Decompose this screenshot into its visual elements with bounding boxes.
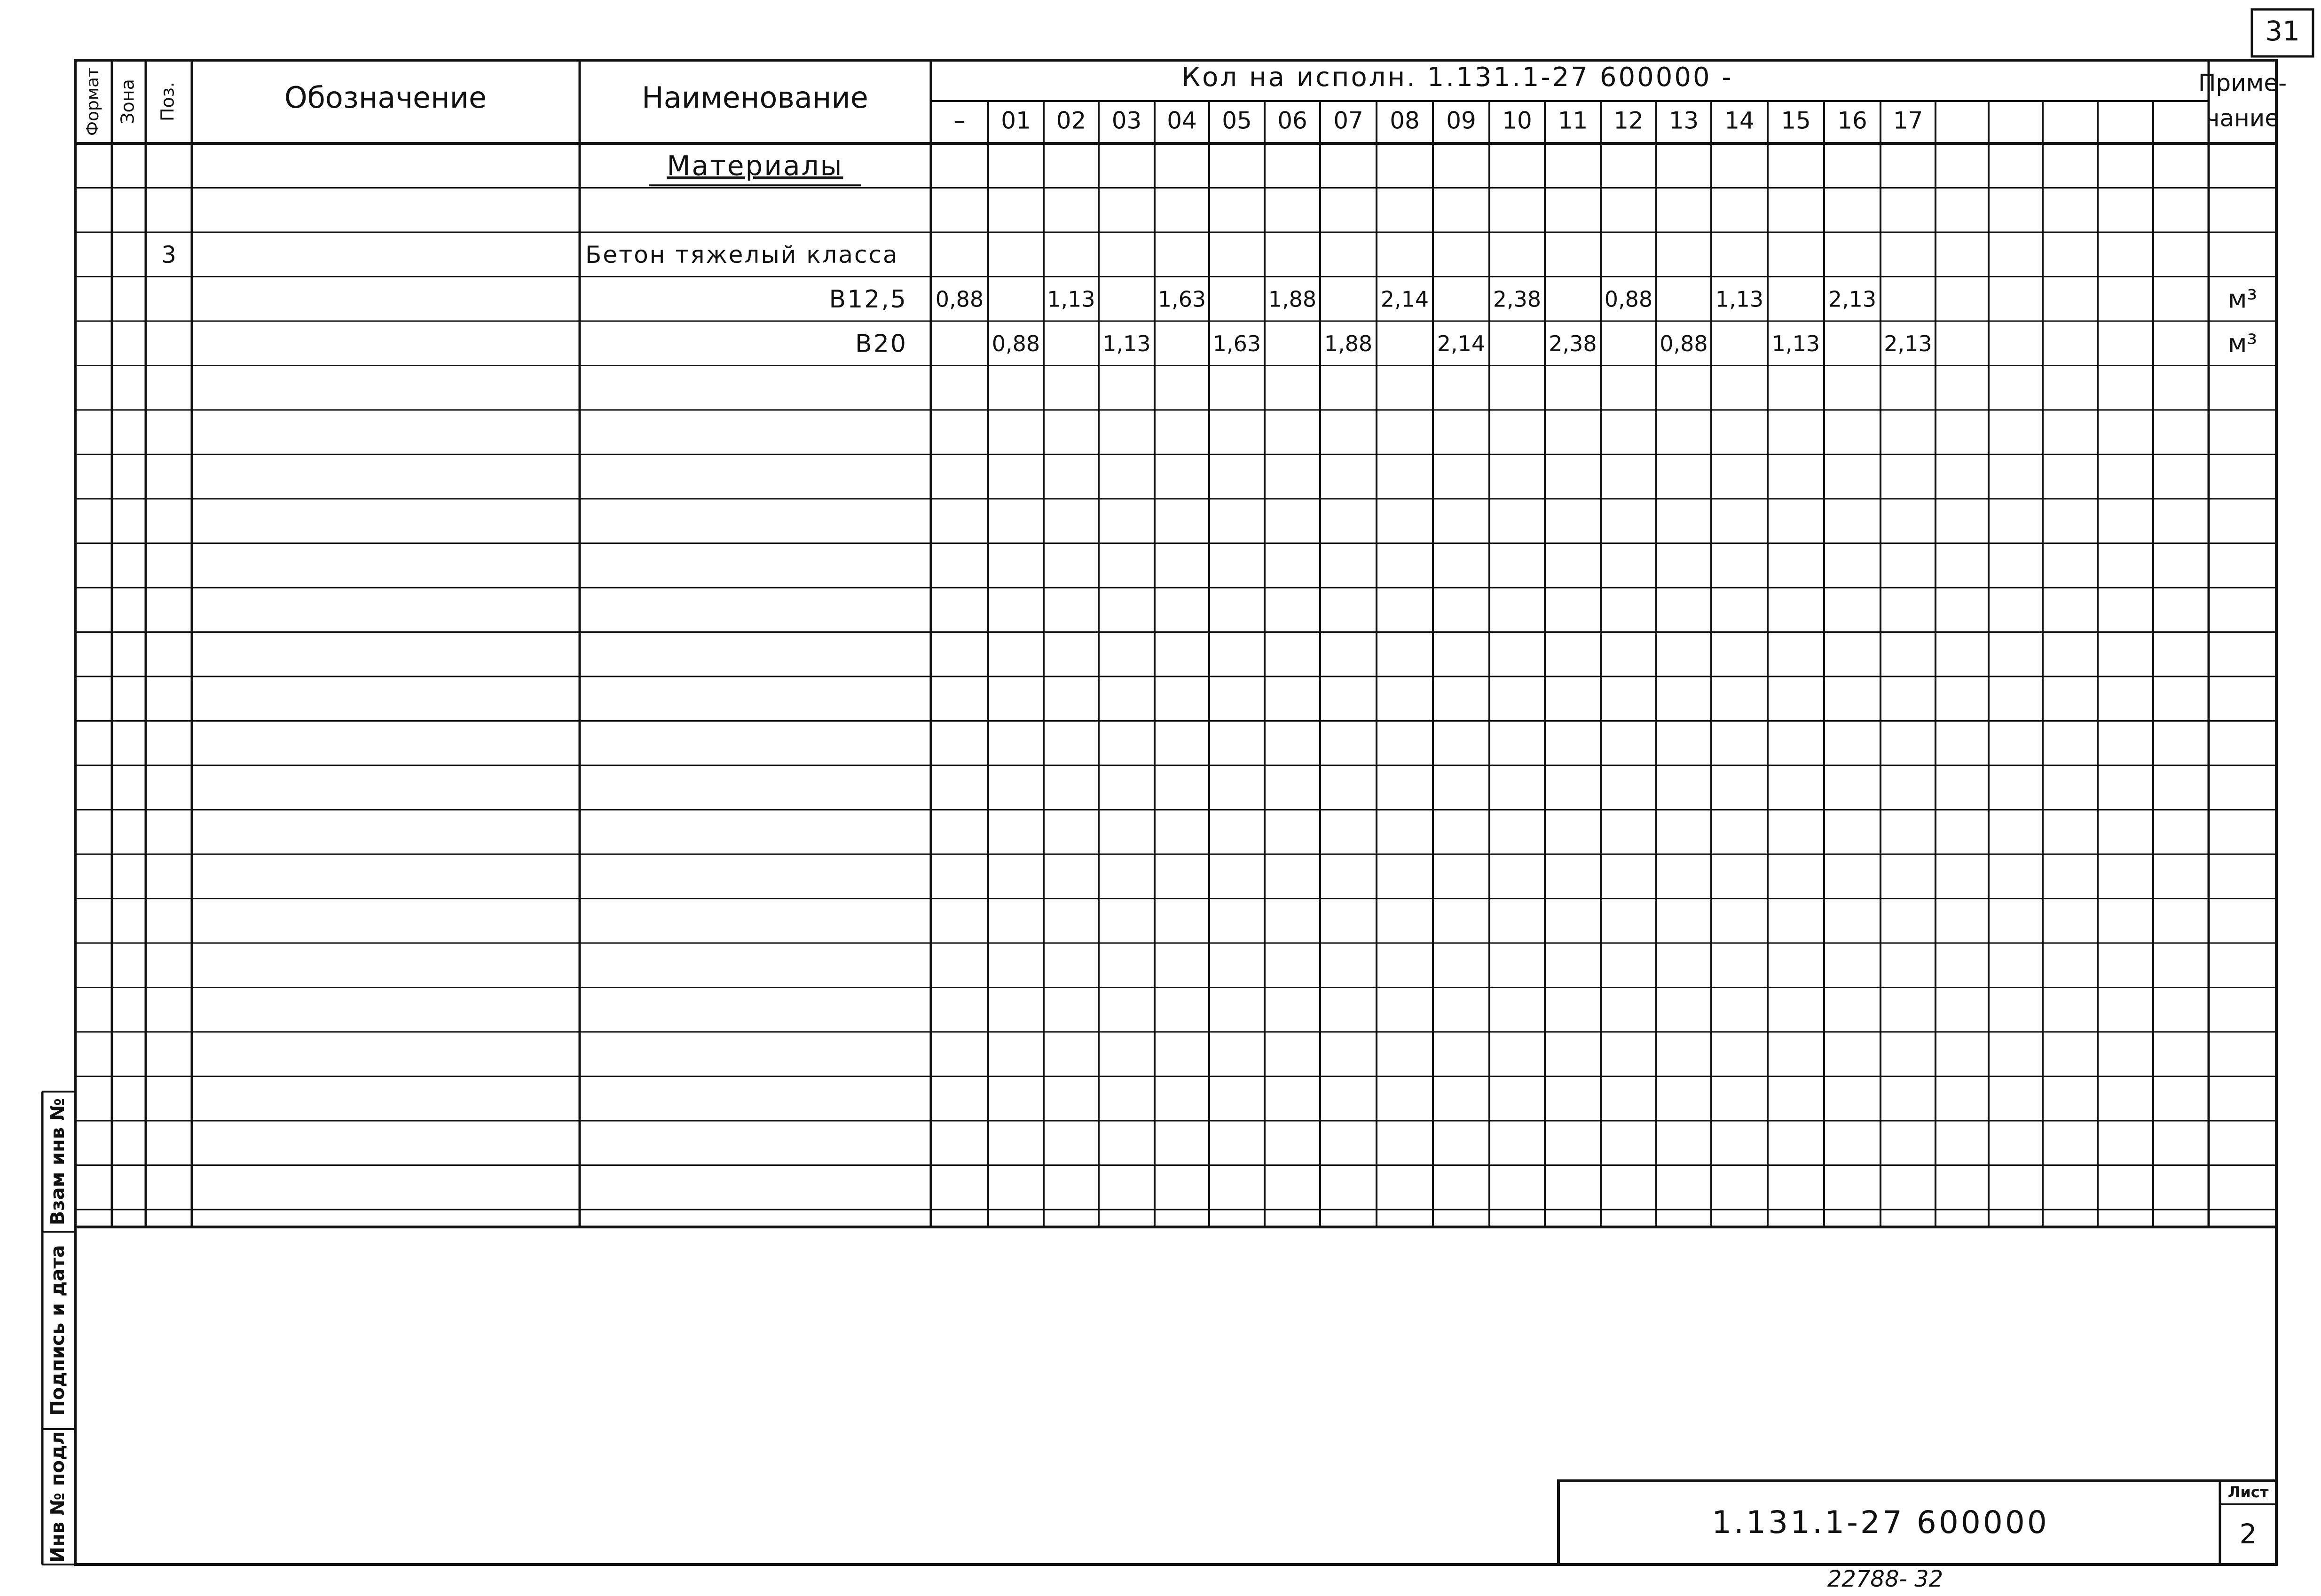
sheet-frame	[75, 60, 2276, 1565]
variant-header: 07	[1333, 107, 1363, 134]
row-pos: 3	[161, 241, 176, 268]
qty-value: 0,88	[935, 286, 984, 312]
header-name: Наименование	[642, 80, 868, 115]
variant-header: 05	[1222, 107, 1252, 134]
qty-value: 0,88	[1604, 286, 1653, 312]
header-format: Формат	[83, 67, 102, 136]
header-note-line1: Приме-	[2198, 69, 2287, 97]
variant-header: 13	[1668, 107, 1699, 134]
header-note-line2: чание	[2205, 104, 2280, 132]
stamp-inv-podl: Инв № подл	[47, 1431, 69, 1563]
qty-value: 2,38	[1549, 330, 1597, 356]
qty-value: 1,63	[1212, 330, 1261, 356]
variant-header: 10	[1502, 107, 1532, 134]
variant-header: 04	[1167, 107, 1197, 134]
qty-value: 1,13	[1102, 330, 1151, 356]
row-name: В12,5	[829, 285, 907, 314]
variant-header: 11	[1558, 107, 1588, 134]
qty-value: 2,14	[1437, 330, 1486, 356]
variant-header: –	[953, 107, 966, 134]
qty-value: 1,13	[1715, 286, 1764, 312]
qty-value: 1,63	[1157, 286, 1206, 312]
qty-value: 0,88	[991, 330, 1040, 356]
qty-value: 1,13	[1047, 286, 1095, 312]
qty-value: 1,88	[1324, 330, 1373, 356]
header-qty-title: Кол на исполн. 1.131.1-27 600000 -	[1181, 62, 1733, 93]
qty-value: 1,88	[1268, 286, 1317, 312]
sheet-label: Лист	[2227, 1483, 2269, 1501]
qty-value: 1,13	[1771, 330, 1820, 356]
variant-header: 02	[1056, 107, 1086, 134]
qty-value: 2,14	[1380, 286, 1429, 312]
qty-value: 0,88	[1660, 330, 1708, 356]
stamp-signature-date: Подпись и дата	[47, 1245, 69, 1416]
page-number: 31	[2265, 15, 2300, 47]
variant-header: 14	[1724, 107, 1755, 134]
variant-header: 08	[1390, 107, 1420, 134]
row-name: Бетон тяжелый класса	[585, 241, 899, 268]
footer-archive-number: 22788- 32	[1827, 1566, 1943, 1592]
qty-value: 2,38	[1493, 286, 1542, 312]
row-note-unit: м³	[2227, 284, 2258, 314]
variant-header: 03	[1111, 107, 1142, 134]
stamp-replacement-inv: Взам инв №	[47, 1098, 69, 1226]
sheet-number: 2	[2239, 1518, 2257, 1550]
row-name: В20	[855, 330, 907, 358]
section-title: Материалы	[667, 149, 843, 182]
header-designation: Обозначение	[284, 80, 487, 115]
variant-header: 09	[1446, 107, 1476, 134]
variant-header: 01	[1001, 107, 1031, 134]
doc-code: 1.131.1-27 600000	[1712, 1504, 2049, 1541]
variant-header: 06	[1277, 107, 1307, 134]
variant-header: 17	[1893, 107, 1923, 134]
variant-header: 12	[1613, 107, 1644, 134]
header-pos: Поз.	[157, 81, 178, 122]
variant-header: 16	[1837, 107, 1867, 134]
row-note-unit: м³	[2227, 328, 2258, 358]
qty-value: 2,13	[1884, 330, 1932, 356]
variant-header: 15	[1781, 107, 1811, 134]
qty-value: 2,13	[1828, 286, 1877, 312]
header-zone: Зона	[117, 79, 138, 124]
